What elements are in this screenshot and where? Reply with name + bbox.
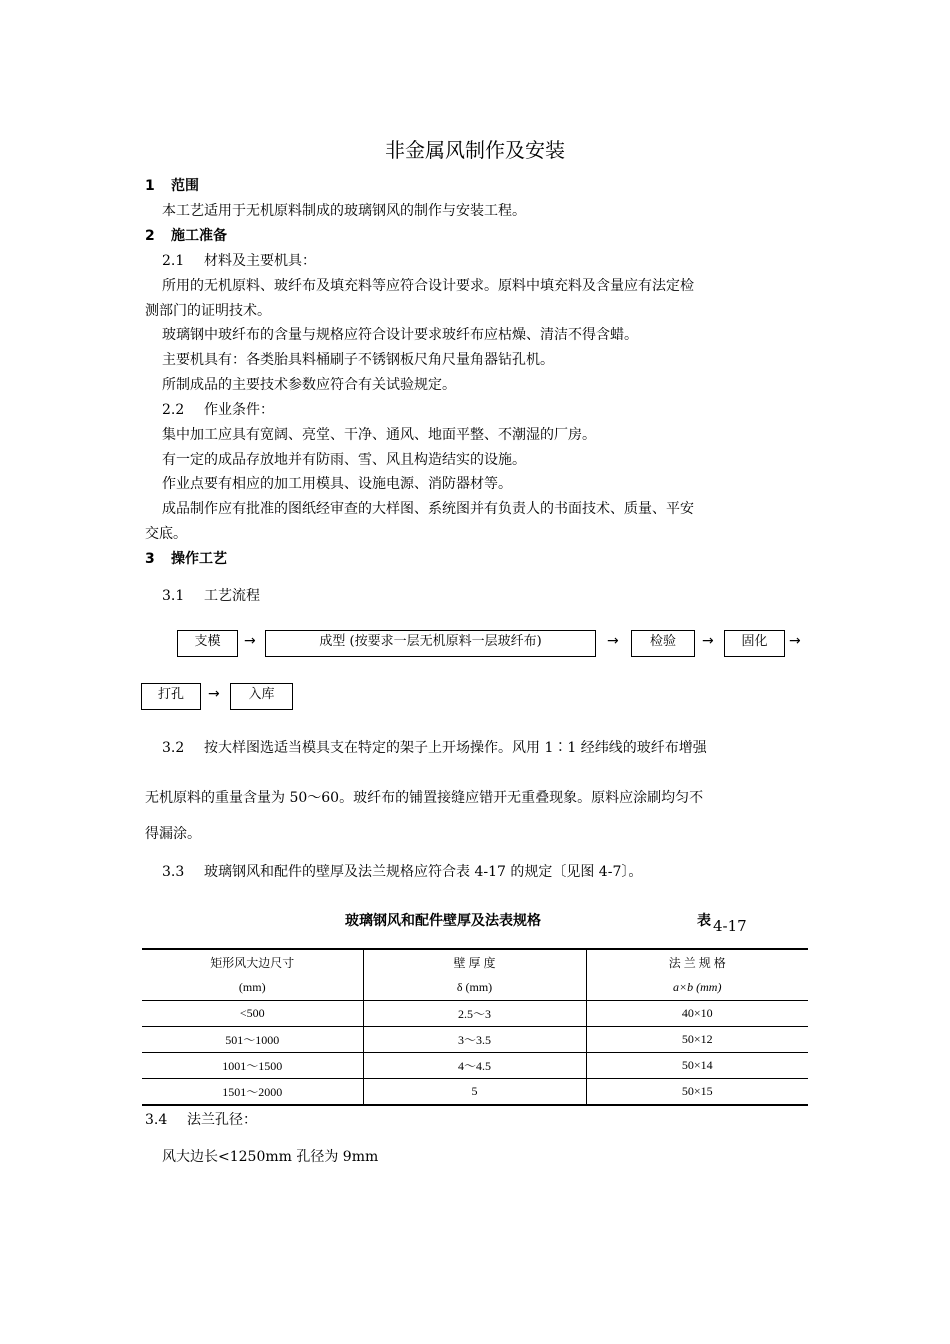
paragraph: 交底。 xyxy=(145,526,187,542)
table-header-cell: 壁 厚 度 δ (mm) xyxy=(363,949,586,1001)
table-cell: 50×14 xyxy=(586,1053,808,1079)
flow-step-inspection: 检验 xyxy=(631,630,695,657)
flow-step-storage: 入库 xyxy=(230,683,293,710)
flow-arrow: → xyxy=(244,633,256,649)
table-row xyxy=(142,1053,808,1079)
subsection-2-2-heading: 2.2 作业条件： xyxy=(162,402,274,418)
flow-step-curing: 固化 xyxy=(724,630,785,657)
paragraph: 集中加工应具有宽阔、亮堂、干净、通风、地面平整、不潮湿的厂房。 xyxy=(162,427,596,443)
paragraph: 有一定的成品存放地并有防雨、雪、风且构造结实的设施。 xyxy=(162,452,526,468)
subsection-3-3-text: 3.3 玻璃钢风和配件的壁厚及法兰规格应符合表 4-17 的规定〔见图 4-7〕。 xyxy=(162,864,643,880)
section-1-text: 本工艺适用于无机原料制成的玻璃钢风的制作与安装工程。 xyxy=(162,203,526,219)
table-cell: 50×15 xyxy=(586,1079,808,1106)
paragraph: 所用的无机原料、玻纤布及填充料等应符合设计要求。原料中填充料及含量应有法定检 xyxy=(162,278,694,294)
table-cell: 3～3.5 xyxy=(363,1027,586,1053)
paragraph: 风大边长<1250mm 孔径为 9mm xyxy=(162,1149,379,1165)
page-title: 非金属风制作及安装 xyxy=(385,138,565,162)
section-1-heading: 1 范围 xyxy=(145,178,199,194)
table-label: 表 4-17 xyxy=(697,913,747,935)
flow-arrow: → xyxy=(702,633,714,649)
table-caption: 玻璃钢风和配件壁厚及法表规格 xyxy=(345,913,541,929)
paragraph: 无机原料的重量含量为 50～60。玻纤布的铺置接缝应错开无重叠现象。原料应涂刷均匀不 xyxy=(145,790,704,806)
flow-arrow: → xyxy=(789,633,801,649)
table-cell: 2.5～3 xyxy=(363,1001,586,1027)
flow-arrow: → xyxy=(208,686,220,702)
paragraph: 作业点要有相应的加工用模具、设施电源、消防器材等。 xyxy=(162,476,512,492)
section-3-heading: 3 操作工艺 xyxy=(145,551,227,567)
table-row xyxy=(142,1001,808,1027)
table-cell: 1001～1500 xyxy=(142,1053,363,1079)
table-header-cell: 法 兰 规 格 a×b (mm) xyxy=(586,949,808,1001)
paragraph: 得漏涂。 xyxy=(145,826,201,842)
spec-table xyxy=(142,948,808,1106)
paragraph: 所制成品的主要技术参数应符合有关试验规定。 xyxy=(162,377,456,393)
table-cell: 1501～2000 xyxy=(142,1079,363,1106)
paragraph: 主要机具有：各类胎具料桶刷子不锈钢板尺角尺量角器钻孔机。 xyxy=(162,352,554,368)
section-2-heading: 2 施工准备 xyxy=(145,228,227,244)
table-row xyxy=(142,1079,808,1106)
paragraph: 成品制作应有批准的图纸经审查的大样图、系统图并有负责人的书面技术、质量、平安 xyxy=(162,501,694,517)
table-cell: 40×10 xyxy=(586,1001,808,1027)
flow-step-drilling: 打孔 xyxy=(141,683,201,710)
subsection-3-4-heading: 3.4 法兰孔径： xyxy=(145,1112,257,1128)
table-cell: 5 xyxy=(363,1079,586,1106)
table-cell: 501～1000 xyxy=(142,1027,363,1053)
paragraph: 玻璃钢中玻纤布的含量与规格应符合设计要求玻纤布应枯燥、清洁不得含蜡。 xyxy=(162,327,638,343)
table-cell: 4～4.5 xyxy=(363,1053,586,1079)
subsection-3-1-heading: 3.1 工艺流程 xyxy=(162,588,260,604)
subsection-2-1-heading: 2.1 材料及主要机具： xyxy=(162,253,316,269)
flow-step-forming: 成型 (按要求一层无机原料一层玻纤布) xyxy=(265,630,596,657)
table-header-cell: 矩形风大边尺寸 (mm) xyxy=(142,949,363,1001)
paragraph: 测部门的证明技术。 xyxy=(145,303,271,319)
table-row xyxy=(142,1027,808,1053)
table-cell: <500 xyxy=(142,1001,363,1027)
table-cell: 50×12 xyxy=(586,1027,808,1053)
flow-arrow: → xyxy=(607,633,619,649)
subsection-3-2-line-1: 3.2 按大样图选适当模具支在特定的架子上开场操作。风用 1∶1 经纬线的玻纤布增强 xyxy=(162,740,707,756)
table-header-row xyxy=(142,949,808,1001)
flow-step-mold: 支模 xyxy=(177,630,238,657)
